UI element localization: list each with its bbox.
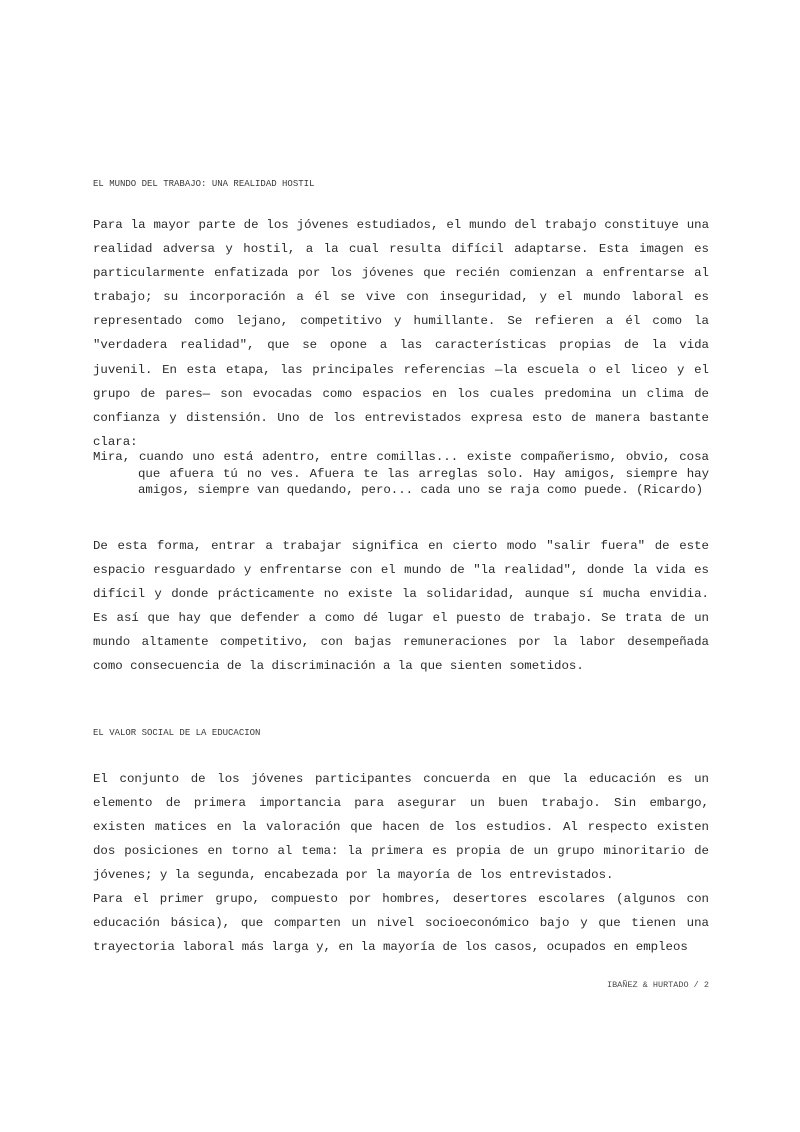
paragraph-education-first-group: Para el primer grupo, compuesto por hombres, desertores escolares (algunos con educación básica), que comparten un nivel socioeconómico bajo y que tienen una trayectoria laboral más larga y, en la mayoría de los casos, ocupados en empleos [93,892,709,955]
paragraph-work-world-intro: Para la mayor parte de los jóvenes estudiados, el mundo del trabajo constituye una realidad adversa y hostil, a la cual resulta difícil adaptarse. Esta imagen es particularmente enfatizada por los jóvenes que recién comienzan a enfrentarse al trabajo; su incorporación a él se vive con inseguridad, y el mundo laboral es representado como lejano, competitivo y humillante. Se refieren a él como la "verdadera realidad", que se opone a las características propias de la vida juvenil. En esta etapa, las principales referencias —la escuela o el liceo y el grupo de pares— son evocadas como espacios en los cuales predomina un clima de confianza y distensión. Uno de los entrevistados expresa esto de manera bastante clara: [93,218,709,449]
interview-quote: Mira, cuando uno está adentro, entre comillas... existe compañerismo, obvio, cosa que afuera tú no ves. Afuera te las arreglas solo. Hay amigos, siempre hay amigos, siempre van quedando, pero... cada uno se raja como puede. (Ricardo) [93,450,709,497]
paragraph-education-intro: El conjunto de los jóvenes participantes concuerda en que la educación es un elemento de primera importancia para asegurar un buen trabajo. Sin embargo, existen matices en la valoración que hacen de los estudios. Al respecto existen dos posiciones en torno al tema: la primera es propia de un grupo minoritario de jóvenes; y la segunda, encabezada por la mayoría de los entrevistados. [93,772,709,883]
page-footer: IBAÑEZ & HURTADO / 2 [606,980,709,990]
section-heading-work-world: EL MUNDO DEL TRABAJO: UNA REALIDAD HOSTIL [93,179,315,189]
paragraph-work-world-conclusion: De esta forma, entrar a trabajar significa en cierto modo "salir fuera" de este espacio resguardado y enfrentarse con el mundo de "la realidad", donde la vida es difícil y donde prácticamente no existe la solidaridad, aunque sí mucha envidia. Es así que hay que defender a como dé lugar el puesto de trabajo. Se trata de un mundo altamente competitivo, con bajas remuneraciones por la labor desempeñada como consecuencia de la discriminación a la que sienten sometidos. [93,539,709,674]
section-heading-education-value: EL VALOR SOCIAL DE LA EDUCACION [93,728,261,738]
